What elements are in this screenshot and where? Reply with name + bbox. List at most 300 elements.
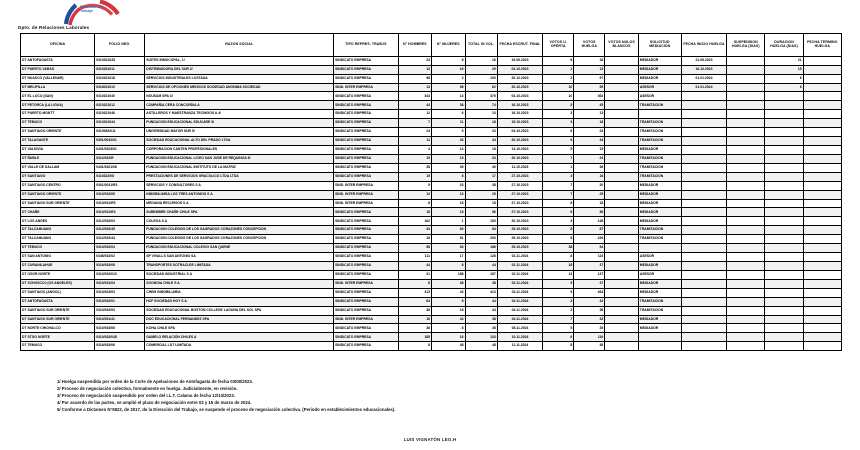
cell-r4-c10 — [605, 92, 638, 101]
cell-r25-c8: 5 — [543, 279, 574, 288]
cell-r16-c2: MEDIANA RECURSOS S A — [145, 199, 334, 208]
cell-r11-c3: SINDICATO EMPRESA — [334, 154, 399, 163]
cell-r21-c10 — [605, 244, 638, 253]
cell-r1-c3: SINDICATO EMPRESA — [334, 65, 399, 74]
cell-r6-c0: DT PUERTO MONTT — [21, 110, 95, 119]
cell-r17-c5: 18 — [432, 208, 465, 217]
cell-r0-c4: 24 — [398, 56, 431, 65]
cell-r26-c4: 313 — [398, 288, 431, 297]
cell-r20-c6: 293 — [465, 235, 497, 244]
cell-r32-c8: 8 — [543, 342, 574, 351]
cell-r16-c8: 8 — [543, 199, 574, 208]
cell-r8-c14 — [765, 128, 803, 137]
cell-r32-c13 — [727, 342, 765, 351]
table-row — [21, 181, 842, 190]
cell-r23-c14 — [765, 261, 803, 270]
cell-r7-c15 — [803, 119, 841, 128]
footnote-1: 1/ Huelga suspendida por orden de la Corte de Apelaciones de Antofagasta de fecha 03/08/2023. — [57, 379, 253, 384]
cell-r7-c12 — [681, 119, 726, 128]
cell-r9-c5: 33 — [432, 137, 465, 146]
cell-r23-c1: 0316/033/08 — [95, 261, 145, 270]
cell-r13-c4: 15 — [398, 172, 431, 181]
cell-r28-c5: 18 — [432, 306, 465, 315]
cell-r24-c15 — [803, 270, 841, 279]
cell-r31-c9: 116 — [574, 333, 605, 342]
table-row — [21, 110, 842, 119]
table-row — [21, 333, 842, 342]
cell-r20-c4: 18 — [398, 235, 431, 244]
cell-r25-c12 — [681, 279, 726, 288]
cell-r4-c9: 363 — [574, 92, 605, 101]
cell-r1-c15 — [803, 65, 841, 74]
cell-r5-c10 — [605, 101, 638, 110]
cell-r3-c9: 55 — [574, 83, 605, 92]
cell-r24-c3: SINDICATO EMPRESA — [334, 270, 399, 279]
cell-r26-c5: 43 — [432, 288, 465, 297]
cell-r21-c11 — [638, 244, 681, 253]
cell-r26-c0: DT SANTIAGO (ANGOL) — [21, 288, 95, 297]
cell-r14-c11: MEDIADOR — [638, 181, 681, 190]
collective-bargaining-table — [20, 33, 842, 351]
cell-r18-c2: COLEGA S A — [145, 217, 334, 226]
cell-r27-c9: 42 — [574, 297, 605, 306]
cell-r15-c13 — [727, 190, 765, 199]
cell-r17-c10 — [605, 208, 638, 217]
cell-r5-c2: COMPAÑIA CERA CONCORDIA A — [145, 101, 334, 110]
cell-r5-c12 — [681, 101, 726, 110]
cell-r20-c10 — [605, 235, 638, 244]
cell-r21-c4: 58 — [398, 244, 431, 253]
cell-r5-c0: DT PETORCA (LA LIGUA) — [21, 101, 95, 110]
cell-r32-c7: 11.11.2024 — [497, 342, 542, 351]
cell-r23-c12 — [681, 261, 726, 270]
cell-r11-c6: 33 — [465, 154, 497, 163]
cell-r17-c1: 0310/031/R3 — [95, 208, 145, 217]
cell-r6-c2: ASTILLEROS Y MAESTRANZA TECNIGOS A 4/ — [145, 110, 334, 119]
cell-r22-c5: 17 — [432, 253, 465, 262]
cell-r12-c15 — [803, 163, 841, 172]
column-header-5: N° MUJERES — [432, 34, 465, 57]
cell-r16-c15 — [803, 199, 841, 208]
column-header-9: VOTOS HUELGA — [574, 34, 605, 57]
cell-r21-c15 — [803, 244, 841, 253]
cell-r19-c3: SINDICATO EMPRESA — [334, 226, 399, 235]
cell-r12-c0: DT VALLE DE DALLAM — [21, 163, 95, 172]
table-row — [21, 146, 842, 155]
cell-r29-c4: 16 — [398, 315, 431, 324]
cell-r6-c8: 3 — [543, 110, 574, 119]
cell-r4-c5: 13 — [432, 92, 465, 101]
cell-r12-c4: 38 — [398, 163, 431, 172]
cell-r19-c10 — [605, 226, 638, 235]
cell-r15-c6: 25 — [465, 190, 497, 199]
cell-r24-c6: 187 — [465, 270, 497, 279]
cell-r22-c15 — [803, 253, 841, 262]
cell-r15-c4: 13 — [398, 190, 431, 199]
column-header-8: VOTOS U. OFERTA — [543, 34, 574, 57]
cell-r21-c7: 25.10.2023 — [497, 244, 542, 253]
cell-r20-c15 — [803, 235, 841, 244]
cell-r0-c6: 16 — [465, 56, 497, 65]
cell-r27-c13 — [727, 297, 765, 306]
cell-r24-c13 — [727, 270, 765, 279]
cell-r21-c9: 54 — [574, 244, 605, 253]
cell-r10-c3: SINDICATO EMPRESA — [334, 146, 399, 155]
cell-r15-c9: 25 — [574, 190, 605, 199]
cell-r32-c10 — [605, 342, 638, 351]
cell-r31-c15 — [803, 333, 841, 342]
cell-r28-c7: 04.11.2024 — [497, 306, 542, 315]
cell-r27-c6: 44 — [465, 297, 497, 306]
cell-r15-c5: 13 — [432, 190, 465, 199]
cell-r7-c9: 18 — [574, 119, 605, 128]
cell-r20-c8: 8 — [543, 235, 574, 244]
column-header-3: TIPO REPRES. TRABJS — [334, 34, 399, 57]
cell-r7-c11: TRAMITACION — [638, 119, 681, 128]
table-row — [21, 342, 842, 351]
cell-r30-c7: 08.11.2024 — [497, 324, 542, 333]
footer-signature: LUIS VIGNATÓN LEO.H — [403, 437, 457, 442]
footnote-2: 2/ Proceso de negociación colectiva, formalmente en huelga. Judicialmente, en revisión. — [57, 385, 238, 391]
cell-r6-c3: SINDICATO EMPRESA — [334, 110, 399, 119]
cell-r31-c14 — [765, 333, 803, 342]
cell-r19-c7: 25.10.2023 — [497, 226, 542, 235]
cell-r0-c13 — [727, 56, 765, 65]
cell-r23-c6: 44 — [465, 261, 497, 270]
cell-r9-c12 — [681, 137, 726, 146]
cell-r2-c8: 3 — [543, 74, 574, 83]
cell-r29-c7: 04.11.2024 — [497, 315, 542, 324]
cell-r25-c6: 38 — [465, 279, 497, 288]
cell-r19-c1: 0312/032/45 — [95, 226, 145, 235]
cell-r14-c10 — [605, 181, 638, 190]
cell-r6-c12 — [681, 110, 726, 119]
cell-r15-c15 — [803, 190, 841, 199]
cell-r21-c14 — [765, 244, 803, 253]
cell-r22-c1: 0346/032/02 — [95, 253, 145, 262]
cell-r1-c0: DT PUERTO VARAS — [21, 65, 95, 74]
table-row — [21, 297, 842, 306]
cell-r5-c7: 16.10.2023 — [497, 101, 542, 110]
table-row — [21, 279, 842, 288]
cell-r6-c13 — [727, 110, 765, 119]
cell-r7-c7: 15.10.2023 — [497, 119, 542, 128]
cell-r30-c1: 0310/033/06 — [95, 324, 145, 333]
cell-r0-c2: SUITES INMOCOPAL, 1/ — [145, 56, 334, 65]
cell-r29-c11: MEDIADOR — [638, 315, 681, 324]
cell-r19-c9: 87 — [574, 226, 605, 235]
cell-r27-c8: 3 — [543, 297, 574, 306]
cell-r9-c6: 44 — [465, 137, 497, 146]
cell-r9-c9: 44 — [574, 137, 605, 146]
cell-r14-c12 — [681, 181, 726, 190]
cell-r5-c3: SINDICATO EMPRESA — [334, 101, 399, 110]
cell-r23-c4: 44 — [398, 261, 431, 270]
cell-r4-c14 — [765, 92, 803, 101]
cell-r8-c9: 24 — [574, 128, 605, 137]
cell-r13-c15 — [803, 172, 841, 181]
cell-r22-c13 — [727, 253, 765, 262]
cell-r15-c3: SIND. INTER EMPRESA — [334, 190, 399, 199]
cell-r26-c13 — [727, 288, 765, 297]
cell-r30-c8: 5 — [543, 324, 574, 333]
cell-r7-c13 — [727, 119, 765, 128]
cell-r8-c7: 03.10.2023 — [497, 128, 542, 137]
cell-r29-c13 — [727, 315, 765, 324]
cell-r2-c13 — [727, 74, 765, 83]
cell-r26-c7: 03.11.2024 — [497, 288, 542, 297]
cell-r5-c11: TRAMITACION — [638, 101, 681, 110]
cell-r8-c3: SINDICATO EMPRESA — [334, 128, 399, 137]
cell-r19-c8: 8 — [543, 226, 574, 235]
cell-r12-c10 — [605, 163, 638, 172]
cell-r5-c15 — [803, 101, 841, 110]
cell-r8-c15 — [803, 128, 841, 137]
cell-r15-c0: DT SANTIAGO ORIENTE — [21, 190, 95, 199]
table-row — [21, 306, 842, 315]
cell-r30-c10 — [605, 324, 638, 333]
cell-r0-c7: 16.06.2023 — [497, 56, 542, 65]
cell-r23-c2: TRANSPORTES SOTRACLEE LIMITADA — [145, 261, 334, 270]
cell-r16-c14 — [765, 199, 803, 208]
cell-r32-c14 — [765, 342, 803, 351]
cell-r9-c3: SINDICATO EMPRESA — [334, 137, 399, 146]
cell-r12-c6: 40 — [465, 163, 497, 172]
cell-r27-c5: 8 — [432, 297, 465, 306]
column-header-1: FOLIO NEG. — [95, 34, 145, 57]
cell-r28-c0: DT SANTIAGO SUR ORIENTE — [21, 306, 95, 315]
cell-r20-c2: FUNDACION COLEGIOS DE LOS SAGRADOS CORAZONES CONCEPCION — [145, 235, 334, 244]
cell-r18-c11: MEDIADOR — [638, 217, 681, 226]
cell-r7-c0: DT TEMUCO — [21, 119, 95, 128]
cell-r28-c15 — [803, 306, 841, 315]
cell-r18-c12 — [681, 217, 726, 226]
cell-r23-c13 — [727, 261, 765, 270]
cell-r13-c8: 3 — [543, 172, 574, 181]
column-header-6: TOTAL IN VOL. — [465, 34, 497, 57]
cell-r20-c9: 249 — [574, 235, 605, 244]
cell-r22-c3: SINDICATO EMPRESA — [334, 253, 399, 262]
cell-r7-c4: 7 — [398, 119, 431, 128]
cell-r15-c11: MEDIADOR — [638, 190, 681, 199]
cell-r2-c10 — [605, 74, 638, 83]
cell-r0-c10 — [605, 56, 638, 65]
cell-r10-c1: 0431/0323/01 — [95, 146, 145, 155]
cell-r7-c10 — [605, 119, 638, 128]
cell-r13-c6: 17 — [465, 172, 497, 181]
cell-r1-c1: 0310331011 — [95, 65, 145, 74]
cell-r27-c4: 64 — [398, 297, 431, 306]
cell-r25-c9: 37 — [574, 279, 605, 288]
table-row — [21, 128, 842, 137]
cell-r1-c8: 1 — [543, 65, 574, 74]
table-row — [21, 74, 842, 83]
cell-r11-c1: 0312/032/R — [95, 154, 145, 163]
cell-r5-c4: 44 — [398, 101, 431, 110]
footnote-4: 4/ Por acuerdo de las partes, se amplió el plazo de negociación entre 03 y 15 de marzo de 2024. — [57, 399, 252, 405]
cell-r28-c1: 0310/032/03 — [95, 306, 145, 315]
cell-r15-c1: 0310/032/05 — [95, 190, 145, 199]
cell-r30-c2: KOHA CHILE SPA — [145, 324, 334, 333]
cell-r24-c12 — [681, 270, 726, 279]
cell-r5-c14 — [765, 101, 803, 110]
cell-r19-c14 — [765, 226, 803, 235]
cell-r14-c8: 7 — [543, 181, 574, 190]
cell-r1-c7: 04.10.2023 — [497, 65, 542, 74]
cell-r11-c12 — [681, 154, 726, 163]
cell-r8-c1: 0310082/011 — [95, 128, 145, 137]
table-row — [21, 217, 842, 226]
cell-r22-c9: 115 — [574, 253, 605, 262]
cell-r16-c4: 8 — [398, 199, 431, 208]
cell-r23-c11: MEDIADOR — [638, 261, 681, 270]
footnote-5: 5/ Conforme a Dictamen N°5822, de 2017, de la Dirección del Trabajo, se suspende el proceso de negociación colectiva. (Periodo en establecimientos educacionales). — [57, 406, 396, 412]
cell-r16-c7: 27.10.2023 — [497, 199, 542, 208]
cell-r2-c14: 6 — [765, 74, 803, 83]
cell-r18-c9: 148 — [574, 217, 605, 226]
column-header-4: N° HOMBRES — [398, 34, 431, 57]
cell-r11-c14 — [765, 154, 803, 163]
cell-r10-c7: 13.10.2023 — [497, 146, 542, 155]
cell-r27-c2: HCF SOCIEDAD HOY S A — [145, 297, 334, 306]
cell-r31-c0: DT STGO NORTE — [21, 333, 95, 342]
table-row — [21, 119, 842, 128]
cell-r1-c5: 16 — [432, 65, 465, 74]
cell-r25-c14 — [765, 279, 803, 288]
cell-r2-c6: 100 — [465, 74, 497, 83]
cell-r16-c3: SIND. INTER EMPRESA — [334, 199, 399, 208]
cell-r8-c4: 24 — [398, 128, 431, 137]
cell-r17-c0: DT CHAÑE — [21, 208, 95, 217]
data-table-container — [20, 33, 842, 351]
cell-r21-c6: 186 — [465, 244, 497, 253]
cell-r11-c15 — [803, 154, 841, 163]
cell-r13-c9: 16 — [574, 172, 605, 181]
column-header-11: SOLICITUD MEDIACION — [638, 34, 681, 57]
cell-r24-c8: 13 — [543, 270, 574, 279]
cell-r0-c9: 16 — [574, 56, 605, 65]
cell-r20-c7: 25.10.2023 — [497, 235, 542, 244]
cell-r10-c8: 5 — [543, 146, 574, 155]
cell-r19-c6: 84 — [465, 226, 497, 235]
cell-r7-c3: SINDICATO EMPRESA — [334, 119, 399, 128]
cell-r12-c9: 36 — [574, 163, 605, 172]
cell-r14-c9: 20 — [574, 181, 605, 190]
cell-r7-c14 — [765, 119, 803, 128]
cell-r10-c5: 13 — [432, 146, 465, 155]
cell-r13-c10 — [605, 172, 638, 181]
cell-r31-c2: GAMELO RELACIÓN CHILES A — [145, 333, 334, 342]
cell-r20-c3: SINDICATO EMPRESA — [334, 235, 399, 244]
cell-r9-c14 — [765, 137, 803, 146]
cell-r20-c13 — [727, 235, 765, 244]
cell-r4-c13 — [727, 92, 765, 101]
cell-r32-c5: 48 — [432, 342, 465, 351]
cell-r22-c10 — [605, 253, 638, 262]
cell-r14-c6: 38 — [465, 181, 497, 190]
cell-r29-c2: DOC EDUCACIONAL FERNANDEZ SPA — [145, 315, 334, 324]
cell-r27-c3: SINDICATO EMPRESA — [334, 297, 399, 306]
cell-r5-c1: 0310321012 — [95, 101, 145, 110]
cell-r12-c13 — [727, 163, 765, 172]
cell-r17-c11: MEDIADOR — [638, 208, 681, 217]
table-row — [21, 92, 842, 101]
cell-r14-c14 — [765, 181, 803, 190]
cell-r1-c6: 29 — [465, 65, 497, 74]
table-row — [21, 199, 842, 208]
cell-r7-c2: FUNDACION EDUCACIONAL EDUCARE 5/ — [145, 119, 334, 128]
cell-r32-c1: 0316/033/06 — [95, 342, 145, 351]
cell-r9-c1: 0301/0032/01 — [95, 137, 145, 146]
column-header-10: VOTOS NULOS BLANCOS — [605, 34, 638, 57]
table-body — [21, 56, 842, 350]
cell-r3-c12: 01.01.2024 — [681, 83, 726, 92]
cell-r22-c2: SP VIVALLS SAN ANTONIO SA — [145, 253, 334, 262]
cell-r24-c4: 31 — [398, 270, 431, 279]
cell-r13-c12 — [681, 172, 726, 181]
cell-r10-c9: 15 — [574, 146, 605, 155]
cell-r21-c3: SINDICATO EMPRESA — [334, 244, 399, 253]
cell-r32-c6: 48 — [465, 342, 497, 351]
cell-r8-c13 — [727, 128, 765, 137]
cell-r0-c8: 8 — [543, 56, 574, 65]
cell-r0-c5: 8 — [432, 56, 465, 65]
cell-r30-c0: DT NORTE CHICHALCO — [21, 324, 95, 333]
cell-r14-c7: 27.10.2023 — [497, 181, 542, 190]
cell-r11-c13 — [727, 154, 765, 163]
cell-r2-c4: 98 — [398, 74, 431, 83]
cell-r26-c1: 0310/023/03 — [95, 288, 145, 297]
cell-r26-c9: 464 — [574, 288, 605, 297]
table-row — [21, 288, 842, 297]
cell-r16-c9: 18 — [574, 199, 605, 208]
cell-r6-c5: 6 — [432, 110, 465, 119]
column-header-12: FECHA INICIO HUELGA — [681, 34, 726, 57]
cell-r32-c4: 8 — [398, 342, 431, 351]
cell-r18-c4: 162 — [398, 217, 431, 226]
table-row — [21, 315, 842, 324]
cell-r9-c10 — [605, 137, 638, 146]
table-header-row — [21, 34, 842, 57]
cell-r13-c1: 0310322/08 — [95, 172, 145, 181]
cell-r9-c15 — [803, 137, 841, 146]
cell-r15-c12 — [681, 190, 726, 199]
cell-r31-c12 — [681, 333, 726, 342]
cell-r32-c11 — [638, 342, 681, 351]
cell-r30-c15 — [803, 324, 841, 333]
cell-r14-c1: 0301/0031/R3 — [95, 181, 145, 190]
cell-r19-c15 — [803, 226, 841, 235]
cell-r7-c1: 0310321044 — [95, 119, 145, 128]
cell-r28-c3: SINDICATO EMPRESA — [334, 306, 399, 315]
cell-r2-c2: SERVICIOS INDUSTRIALES LOSTADA — [145, 74, 334, 83]
table-row — [21, 270, 842, 279]
cell-r2-c12: 01.01.2024 — [681, 74, 726, 83]
cell-r31-c11 — [638, 333, 681, 342]
cell-r8-c10 — [605, 128, 638, 137]
cell-r3-c1: 0316031010 — [95, 83, 145, 92]
cell-r21-c8: 38 — [543, 244, 574, 253]
cell-r23-c7: 02.11.2024 — [497, 261, 542, 270]
cell-r4-c2: NOUSAM SPA 3/ — [145, 92, 334, 101]
cell-r4-c4: 343 — [398, 92, 431, 101]
cell-r17-c13 — [727, 208, 765, 217]
cell-r25-c4: 8 — [398, 279, 431, 288]
cell-r21-c2: FUNDACION EDUCACIONAL COLEGIO SAN QUENE — [145, 244, 334, 253]
table-row — [21, 261, 842, 270]
cell-r6-c6: 13 — [465, 110, 497, 119]
cell-r24-c14 — [765, 270, 803, 279]
